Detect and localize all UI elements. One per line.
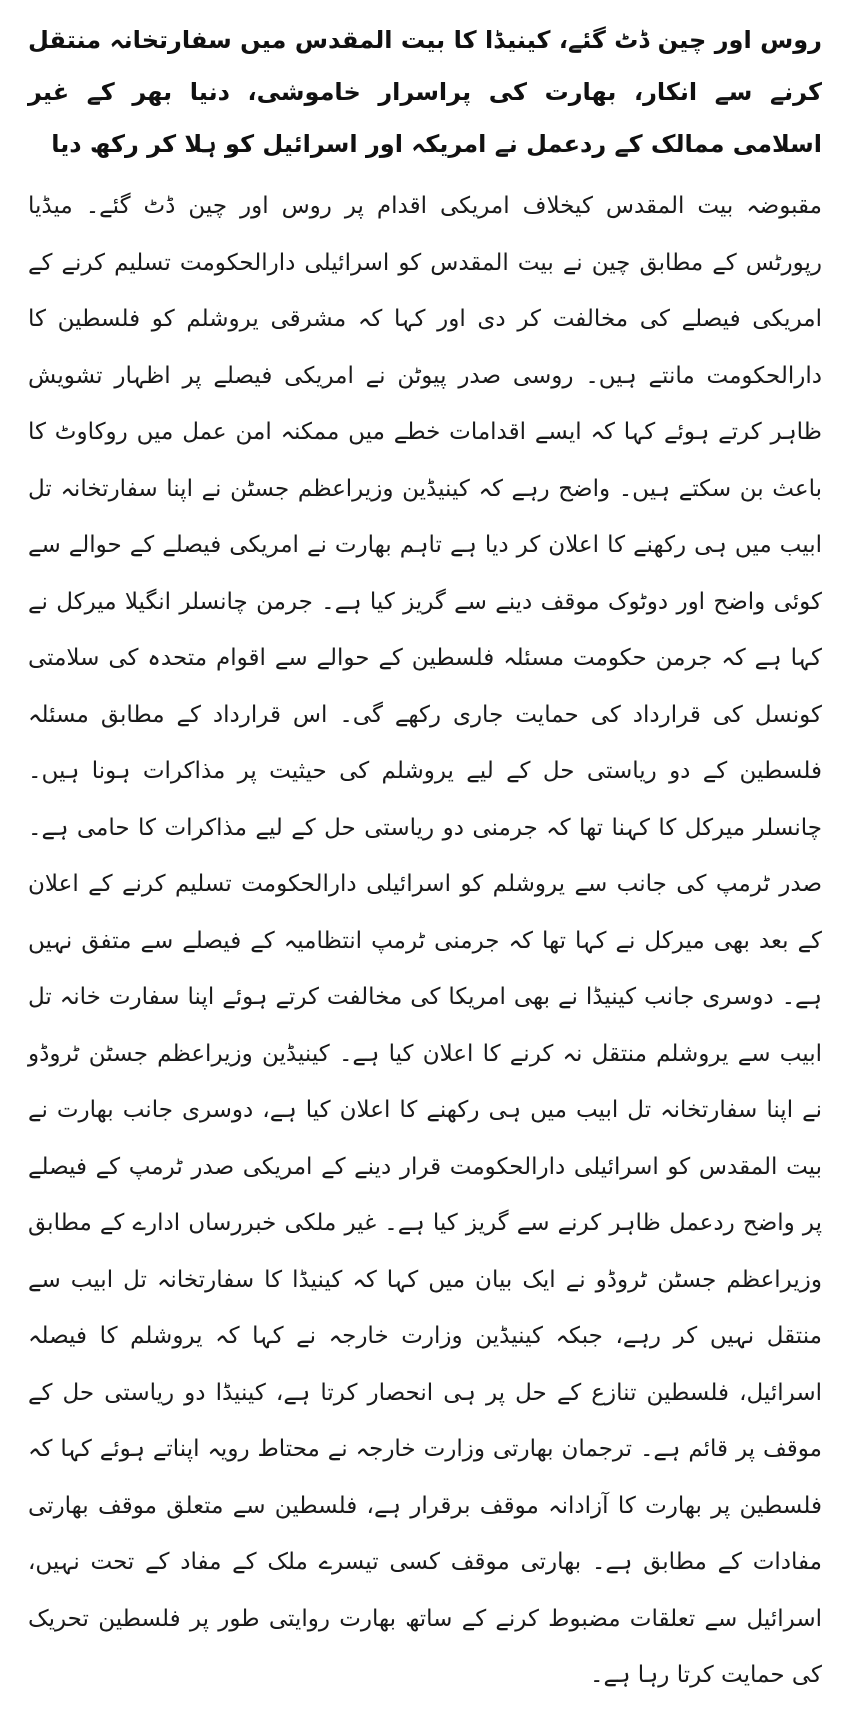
article-body: مقبوضہ بیت المقدس کیخلاف امریکی اقدام پر روس اور چین ڈٹ گئے۔ میڈیا رپورٹس کے مطابق چین نے بیت المقدس کو اسرائیلی دارالحکومت تسلیم کرنے کے امریکی فیصلے کی مخالفت کر دی اور کہا کہ مشرقی یروشلم کو فلسطین کا دارالحکومت مانتے ہیں۔ روسی صدر پیوٹن نے امریکی فیصلے پر اظہار تشویش ظاہر کرتے ہوئے کہا کہ ایسے اقدامات خطے میں ممکنہ امن عمل میں روکاوٹ کا باعث بن سکتے ہیں۔ واضح رہے کہ کینیڈین وزیراعظم جسٹن نے اپنا سفارتخانہ تل ابیب میں ہی رکھنے کا اعلان کر دیا ہے تاہم بھارت نے امریکی فیصلے کے حوالے سے کوئی واضح اور دوٹوک موقف دینے سے گریز کیا ہے۔ جرمن چانسلر انگیلا میرکل نے کہا ہے کہ جرمن حکومت مسئلہ فلسطین کے حوالے سے اقوام متحدہ کی سلامتی کونسل کی قرارداد کی حمایت جاری رکھے گی۔ اس قرارداد کے مطابق مسئلہ فلسطین کے دو ریاستی حل کے لیے یروشلم کی حیثیت پر مذاکرات ہونا ہیں۔ چانسلر میرکل کا کہنا تھا کہ جرمنی دو ریاستی حل کے لیے مذاکرات کا حامی ہے۔ صدر ٹرمپ کی جانب سے یروشلم کو اسرائیلی دارالحکومت تسلیم کرنے کے اعلان کے بعد بھی میرکل نے کہا تھا کہ جرمنی ٹرمپ انتظامیہ کے فیصلے سے متفق نہیں ہے۔ دوسری جانب کینیڈا نے بھی امریکا کی مخالفت کرتے ہوئے اپنا سفارت خانہ تل ابیب سے یروشلم منتقل نہ کرنے کا اعلان کیا ہے۔ کینیڈین وزیراعظم جسٹن ٹروڈو نے اپنا سفارتخانہ تل ابیب میں ہی رکھنے کا اعلان کیا ہے، دوسری جانب بھارت نے بیت المقدس کو اسرائیلی دارالحکومت قرار دینے کے امریکی صدر ٹرمپ کے فیصلے پر واضح ردعمل ظاہر کرنے سے گریز کیا ہے۔ غیر ملکی خبررساں ادارے کے مطابق وزیراعظم جسٹن ٹروڈو نے ایک بیان میں کہا کہ کینیڈا کا سفارتخانہ تل ابیب سے منتقل نہیں کر رہے، جبکہ کینیڈین وزارت خارجہ نے کہا کہ یروشلم کا فیصلہ اسرائیل، فلسطین تنازع کے حل پر ہی انحصار کرتا ہے، کینیڈا دو ریاستی حل کے موقف پر قائم ہے۔ ترجمان بھارتی وزارت خارجہ نے محتاط رویہ اپناتے ہوئے کہا کہ فلسطین پر بھارت کا آزادانہ موقف برقرار ہے، فلسطین سے متعلق موقف بھارتی مفادات کے مطابق ہے۔ بھارتی موقف کسی تیسرے ملک کے مفاد کے تحت نہیں، اسرائیل سے تعلقات مضبوط کرنے کے ساتھ بھارت روایتی طور پر فلسطین تحریک کی حمایت کرتا رہا ہے۔ [28, 193, 822, 1688]
news-article [28, 14, 822, 1704]
article-headline: روس اور چین ڈٹ گئے، کینیڈا کا بیت المقدس میں سفارتخانہ منتقل کرنے سے انکار، بھارت کی پراسرار خاموشی، دنیا بھر کے غیر اسلامی ممالک کے ردعمل نے امریکہ اور اسرائیل کو ہلا کر رکھ دیا [28, 26, 822, 158]
